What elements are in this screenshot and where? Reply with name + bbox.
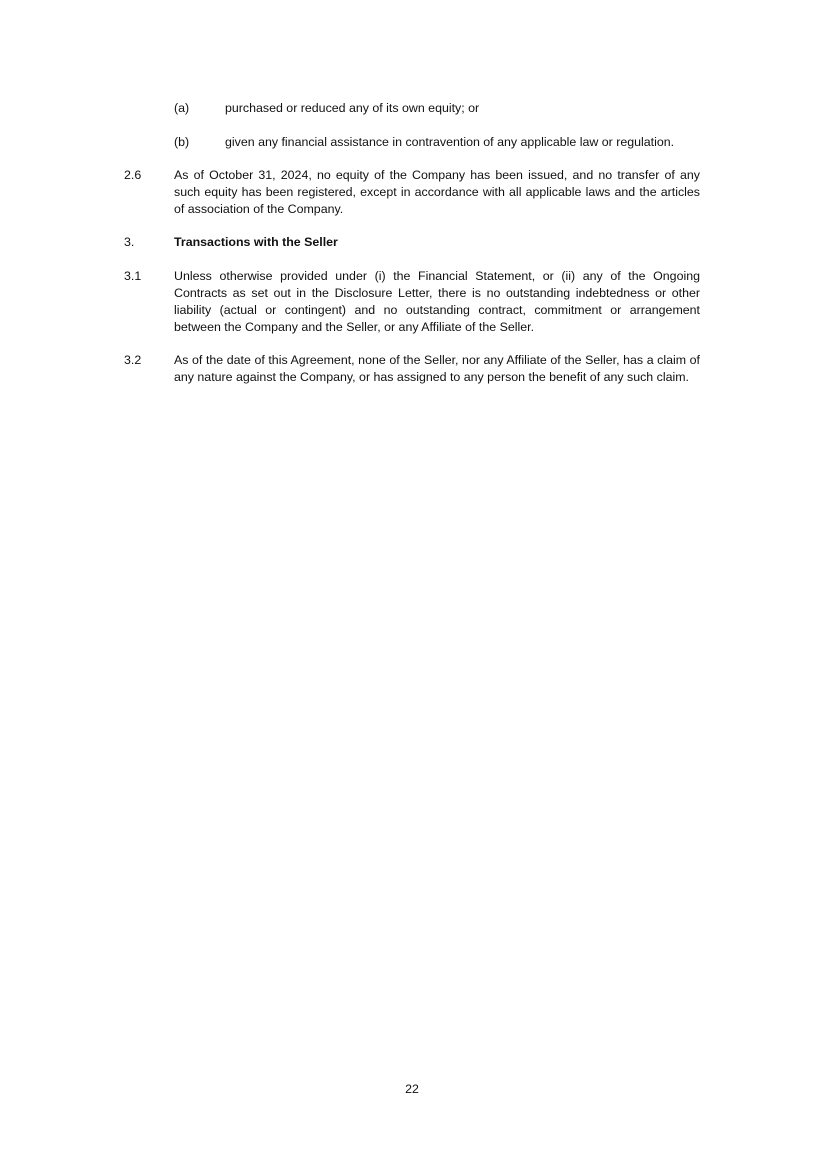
- clause-text: As of the date of this Agreement, none of the Seller, nor any Affiliate of the Seller, has a claim of any nature against the Company, or has assigned to any person the benefit of any such claim.: [174, 353, 700, 384]
- page-number: 22: [405, 1082, 419, 1096]
- sub-clause-text: given any financial assistance in contravention of any applicable law or regulation.: [225, 135, 675, 149]
- clause-number: 2.6: [124, 168, 142, 182]
- sub-clause-number: (a): [174, 101, 190, 115]
- sub-clause-text: purchased or reduced any of its own equity; or: [225, 101, 480, 115]
- section-title: Transactions with the Seller: [174, 235, 338, 249]
- clause-text: Unless otherwise provided under (i) the Financial Statement, or (ii) any of the Ongoing Contracts as set out in the Disclosure Letter, there is no outstanding indebtedness or other liability (actual or contingent) and no outstanding contract, commitment or arrangement between the Company and the Seller, or any Affiliate of the Seller.: [174, 269, 700, 334]
- clause-number: 3.1: [124, 269, 142, 283]
- clause-text: As of October 31, 2024, no equity of the Company has been issued, and no transfer of any such equity has been registered, except in accordance with all applicable laws and the articles of association of the Company.: [174, 168, 700, 216]
- sub-clause-number: (b): [174, 135, 190, 149]
- section-number: 3.: [124, 235, 135, 249]
- clause-number: 3.2: [124, 353, 142, 367]
